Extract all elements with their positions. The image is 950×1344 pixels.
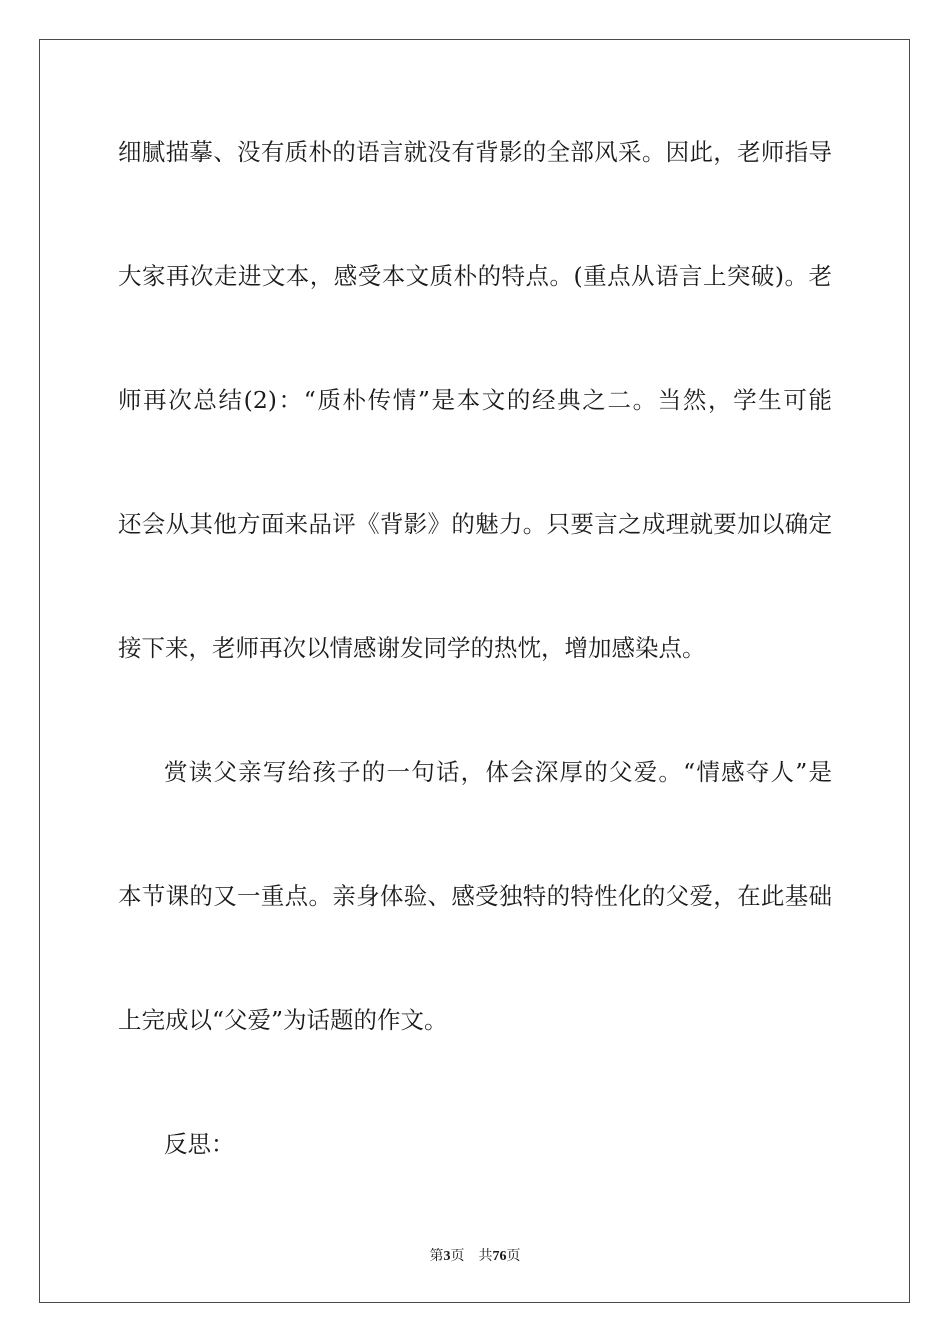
text-line: 还会从其他方面来品评《背影》的魅力。只要言之成理就要加以确定	[118, 510, 832, 538]
text-line: 接下来，老师再次以情感谢发同学的热忱，增加感染点。	[118, 634, 706, 662]
page-border	[39, 39, 910, 1303]
text-line: 师再次总结(2)：“质朴传情”是本文的经典之二。当然，学生可能	[118, 386, 832, 414]
page-number: 3	[443, 1249, 451, 1264]
text-line: 本节课的又一重点。亲身体验、感受独特的特性化的父爱，在此基础	[118, 882, 832, 910]
page-footer	[0, 1247, 950, 1266]
text-line: 细腻描摹、没有质朴的语言就没有背影的全部风采。因此，老师指导	[118, 138, 832, 166]
total-suffix: 页	[506, 1248, 521, 1264]
page-prefix: 第	[429, 1248, 444, 1264]
total-prefix: 共	[478, 1248, 493, 1264]
text-line: 赏读父亲写给孩子的一句话，体会深厚的父爱。“情感夺人”是	[164, 758, 832, 786]
text-line: 反思：	[164, 1130, 235, 1158]
page-suffix: 页	[450, 1248, 465, 1264]
text-line: 大家再次走进文本，感受本文质朴的特点。(重点从语言上突破)。老	[118, 262, 832, 290]
total-pages: 76	[492, 1249, 507, 1264]
text-line: 上完成以“父爱”为话题的作文。	[118, 1006, 448, 1034]
